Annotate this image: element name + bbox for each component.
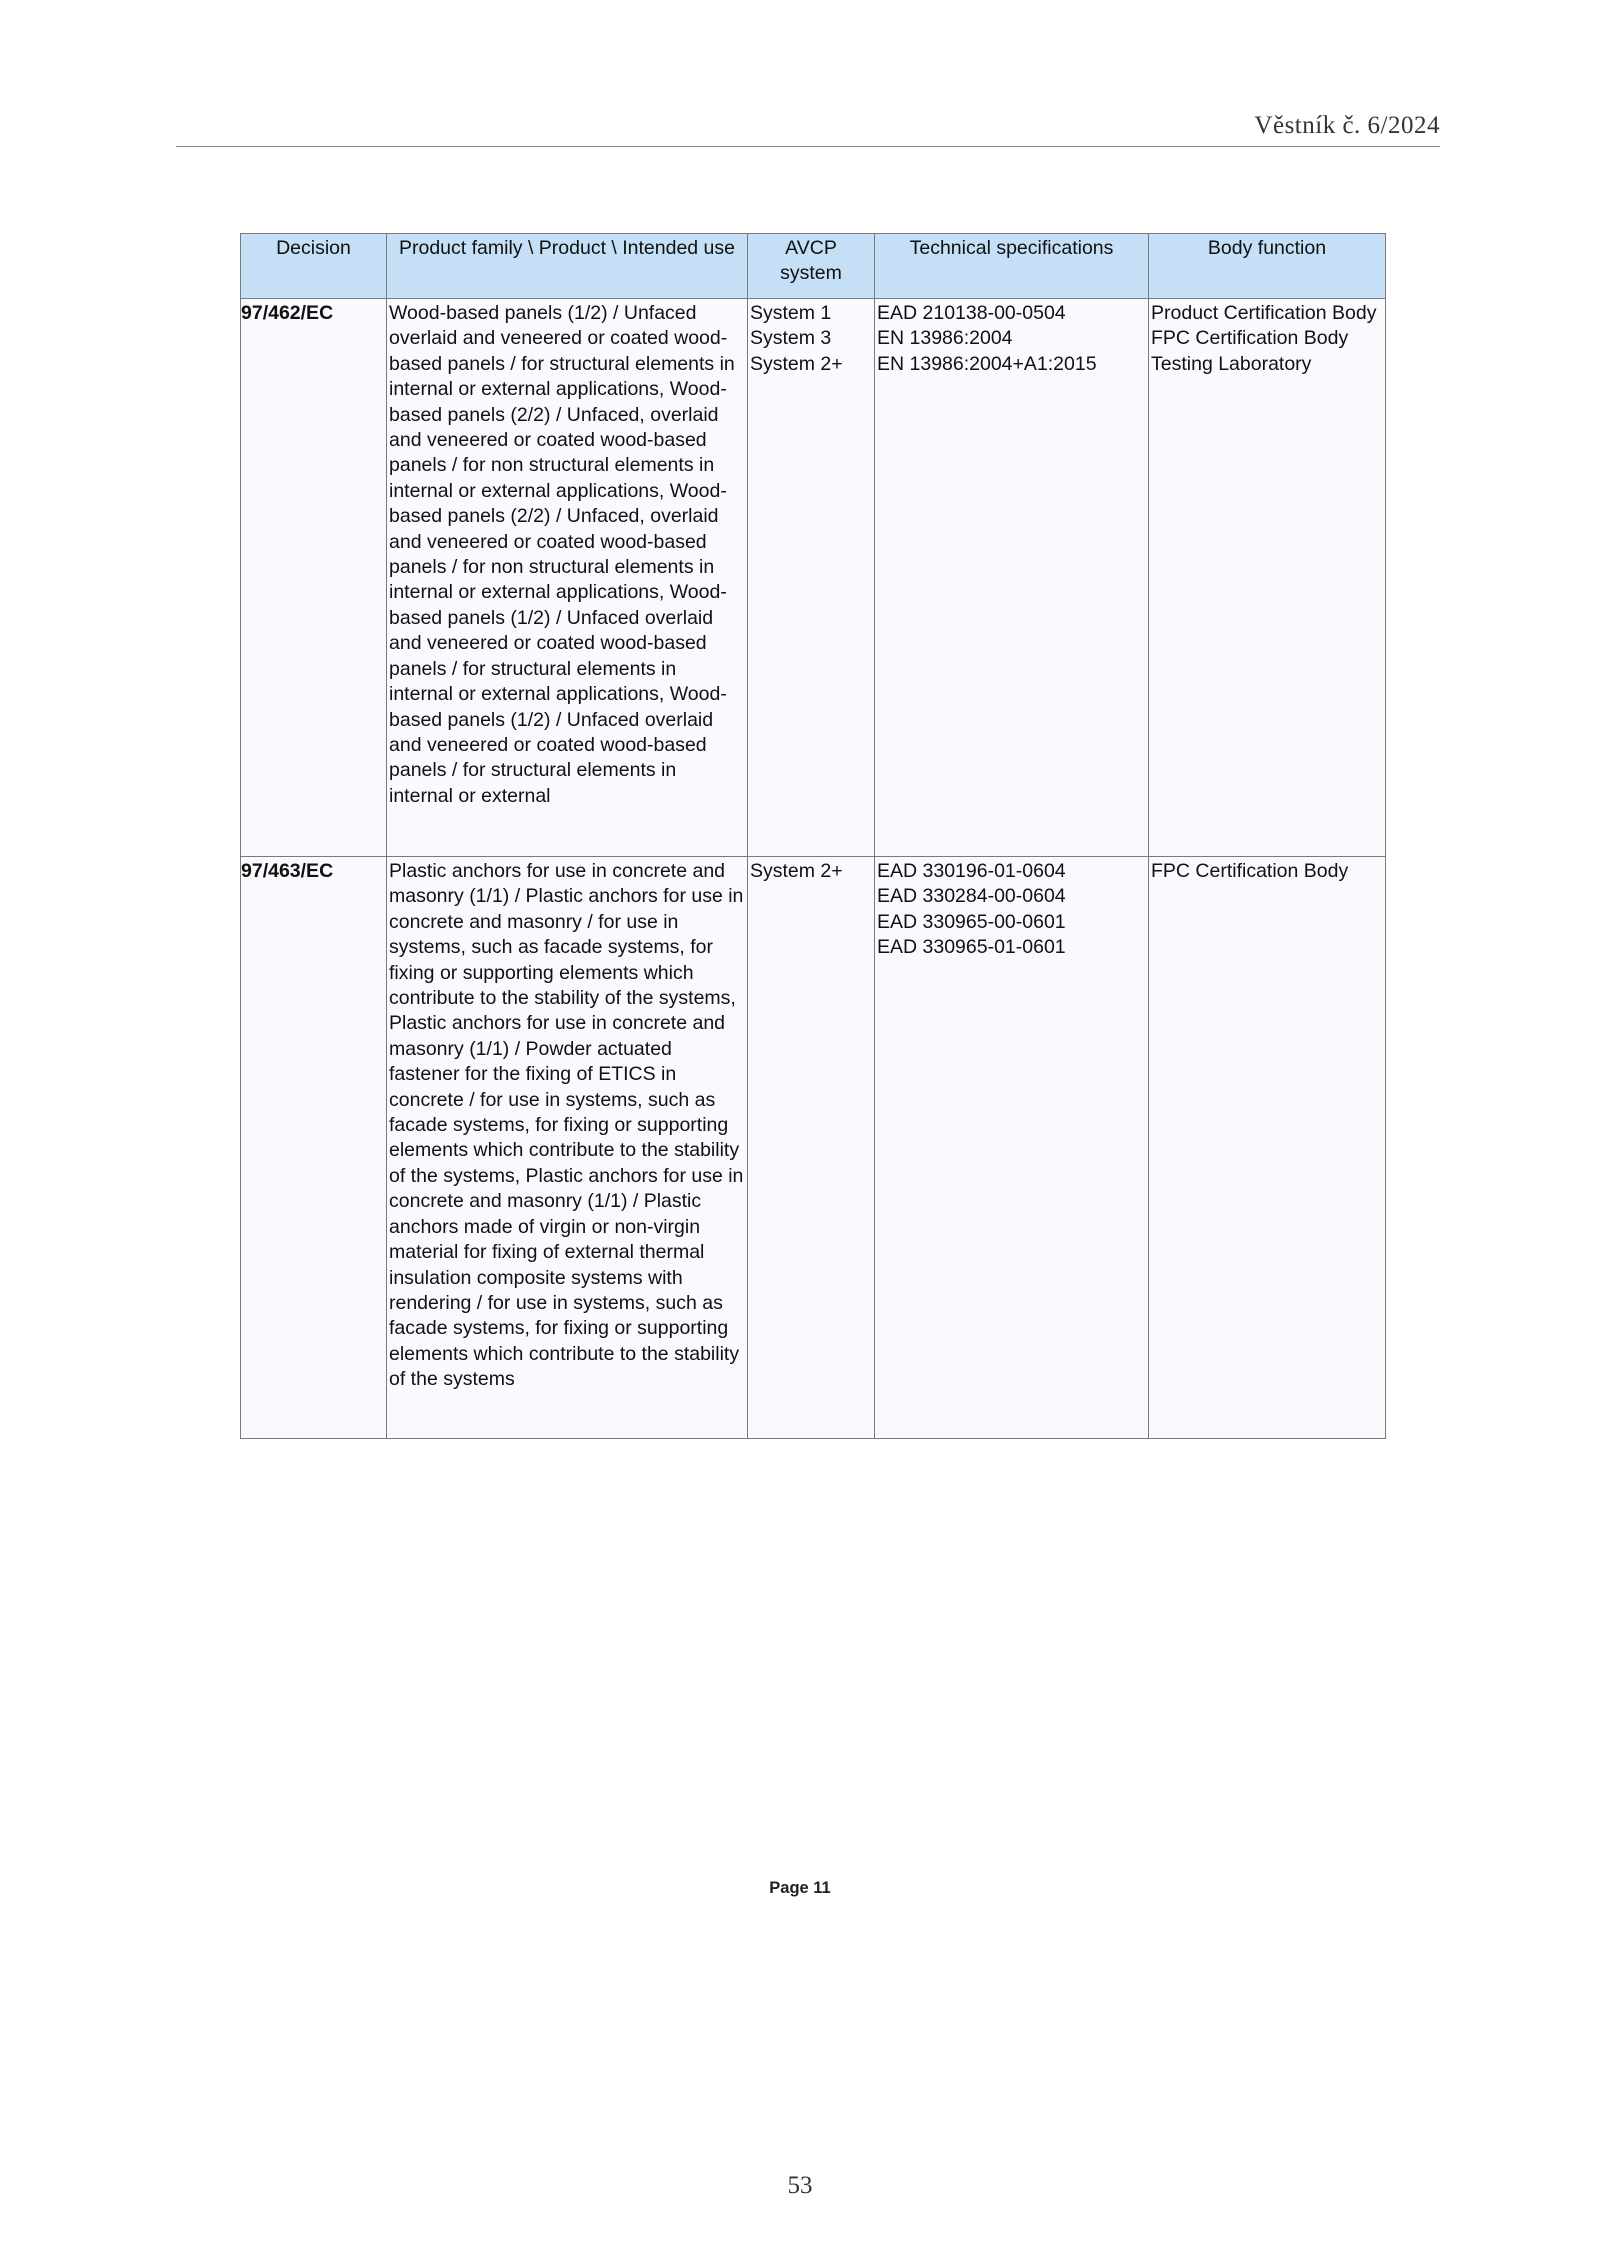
avcp-value: System 3 bbox=[750, 327, 832, 350]
body-function-value: FPC Certification Body bbox=[1151, 327, 1349, 350]
running-header: Věstník č. 6/2024 bbox=[1254, 112, 1440, 139]
specifications-cell bbox=[875, 857, 1149, 1439]
decision-cell: 97/462/EC bbox=[241, 299, 387, 857]
header-rule bbox=[176, 146, 1440, 147]
column-header-decision: Decision bbox=[241, 234, 387, 299]
specifications-cell bbox=[875, 299, 1149, 857]
body-function-value: Product Certification Body bbox=[1151, 302, 1377, 324]
specification-value: EN 13986:2004+A1:2015 bbox=[877, 352, 1097, 375]
product-cell bbox=[387, 857, 748, 1439]
avcp-value: System 2+ bbox=[750, 860, 843, 882]
specification-value: EAD 330284-00-0604 bbox=[877, 885, 1066, 908]
page-number: 53 bbox=[787, 2172, 813, 2199]
table-row bbox=[241, 299, 1386, 857]
body-function-cell bbox=[1149, 857, 1386, 1439]
decision-cell: 97/463/EC bbox=[241, 857, 387, 1439]
specification-value: EAD 330965-00-0601 bbox=[877, 910, 1066, 933]
avcp-cell bbox=[748, 857, 875, 1439]
table-header-row bbox=[241, 234, 1386, 299]
column-header-avcp: AVCP system bbox=[748, 234, 875, 299]
certification-table bbox=[240, 233, 1386, 1439]
specification-value: EAD 330196-01-0604 bbox=[877, 860, 1066, 882]
avcp-value: System 2+ bbox=[750, 352, 843, 375]
product-text: Wood-based panels (1/2) / Unfaced overlaid and veneered or coated wood-based panels / for structural elements in internal or external applications, Wood-based panels (2/2) / Unfaced, overlaid and veneered or coated wood-based panels / for non structural elements in internal or external applications, Wood-based panels (2/2) / Unfaced, overlaid and veneered or coated wood-based panels / for non structural elements in internal or external applications, Wood-based panels (1/2) / Unfaced overlaid and veneered or coated wood-based panels / for structural elements in internal or external applications, Wood-based panels (1/2) / Unfaced overlaid and veneered or coated wood-based panels / for structural elements in internal or external bbox=[389, 302, 735, 807]
inner-page-label: Page 11 bbox=[769, 1879, 831, 1897]
column-header-body-function: Body function bbox=[1149, 234, 1386, 299]
avcp-value: System 1 bbox=[750, 302, 832, 324]
body-function-value: FPC Certification Body bbox=[1151, 860, 1349, 882]
specification-value: EN 13986:2004 bbox=[877, 327, 1013, 350]
column-header-product: Product family \ Product \ Intended use bbox=[387, 234, 748, 299]
specification-value: EAD 210138-00-0504 bbox=[877, 302, 1066, 324]
specification-value: EAD 330965-01-0601 bbox=[877, 936, 1066, 959]
body-function-value: Testing Laboratory bbox=[1151, 352, 1312, 375]
product-text: Plastic anchors for use in concrete and masonry (1/1) / Plastic anchors for use in concrete and masonry / for use in systems, such as facade systems, for fixing or supporting elements which contribute to the stability of the systems, Plastic anchors for use in concrete and masonry (1/1) / Powder actuated fastener for the fixing of ETICS in concrete / for use in systems, such as facade systems, for fixing or supporting elements which contribute to the stability of the systems, Plastic anchors for use in concrete and masonry (1/1) / Plastic anchors made of virgin or non-virgin material for fixing of external thermal insulation composite systems with rendering / for use in systems, such as facade systems, for fixing or supporting elements which contribute to the stability of the systems bbox=[389, 860, 744, 1391]
avcp-cell bbox=[748, 299, 875, 857]
table-row bbox=[241, 857, 1386, 1439]
column-header-specifications: Technical specifications bbox=[875, 234, 1149, 299]
product-cell bbox=[387, 299, 748, 857]
body-function-cell bbox=[1149, 299, 1386, 857]
